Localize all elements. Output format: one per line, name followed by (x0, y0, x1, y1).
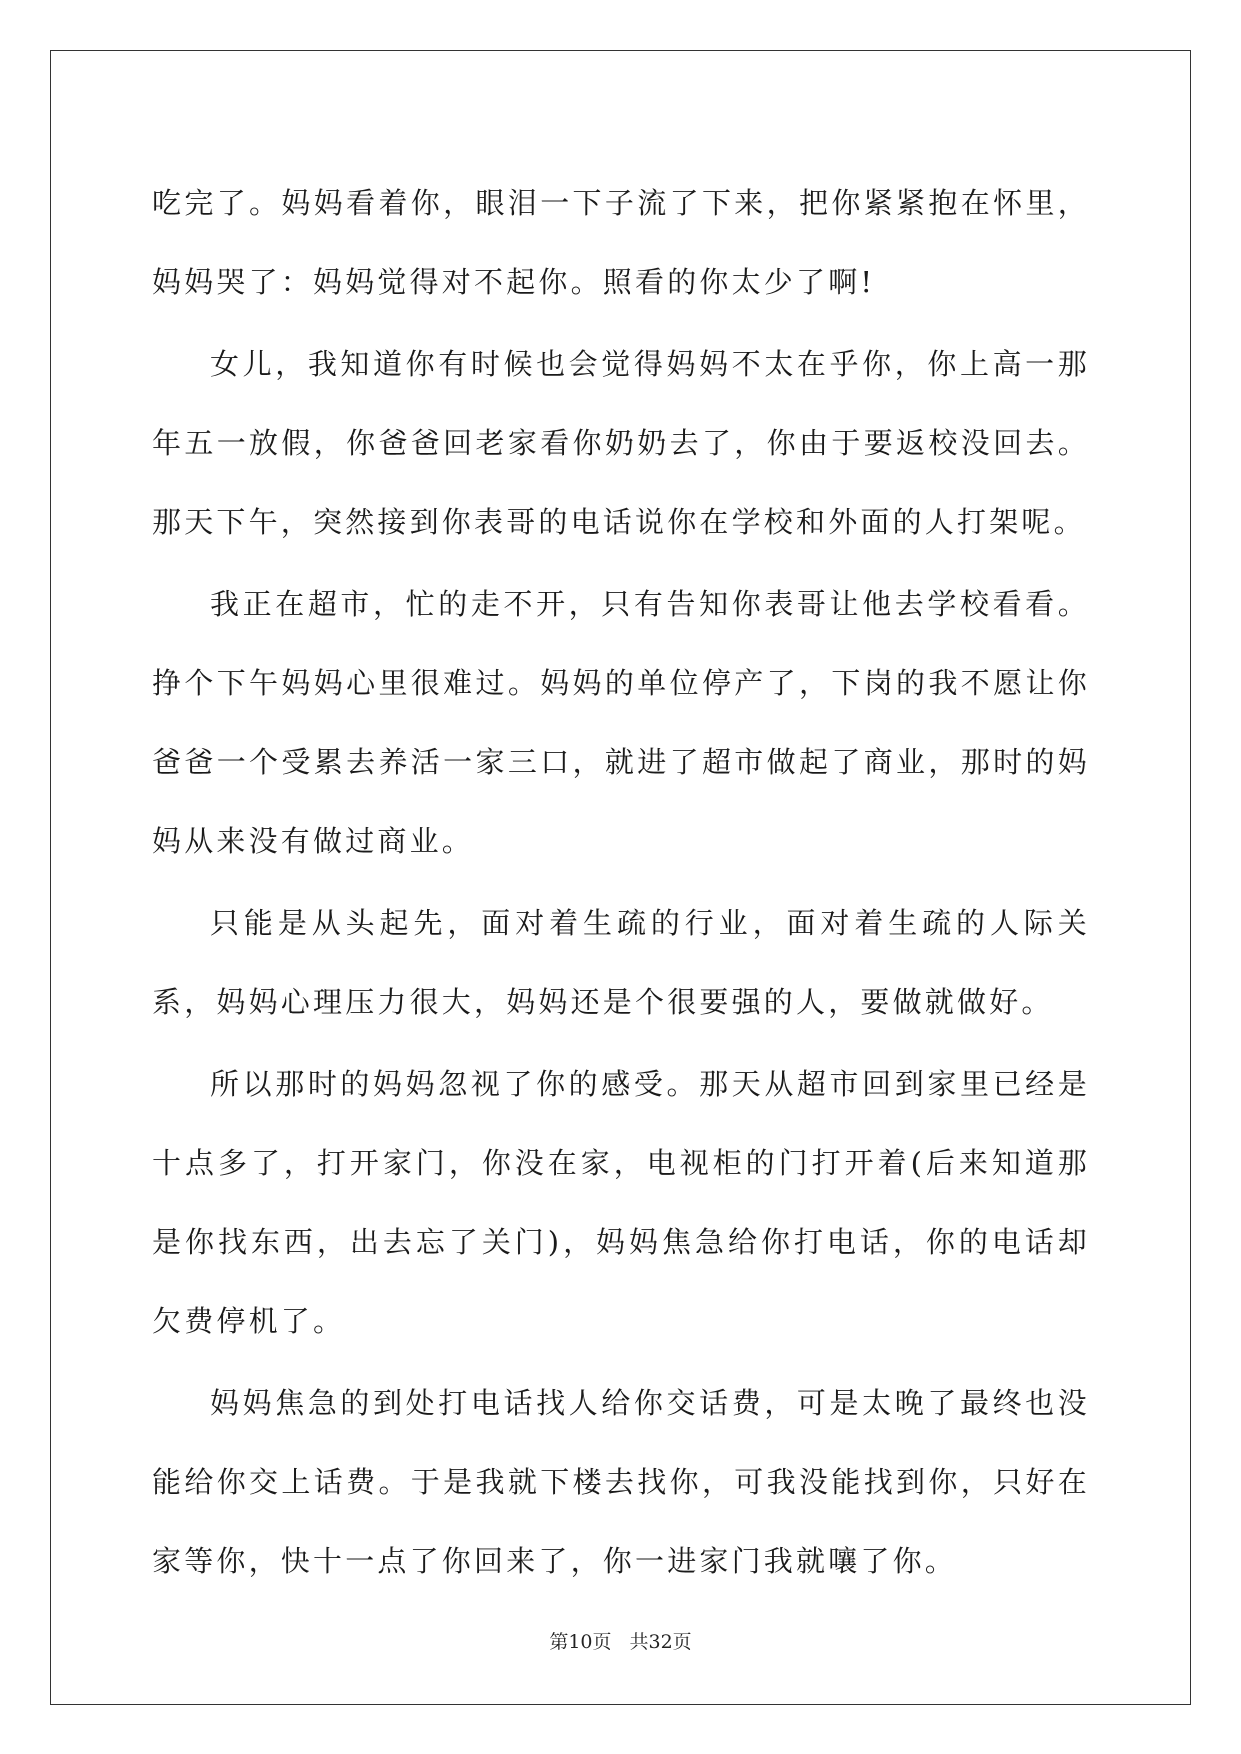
paragraph-continuation: 吃完了。妈妈看着你，眼泪一下子流了下来，把你紧紧抱在怀里，妈妈哭了：妈妈觉得对不起你。照看的你太少了啊! (152, 186, 1090, 299)
paragraph: 妈妈焦急的到处打电话找人给你交话费，可是太晚了最终也没能给你交上话费。于是我就下楼去找你，可我没能找到你，只好在家等你，快十一点了你回来了，你一进家门我就嚷了你。 (152, 1386, 1090, 1578)
paragraph: 我正在超市，忙的走不开，只有告知你表哥让他去学校看看。挣个下午妈妈心里很难过。妈妈的单位停产了，下岗的我不愿让你爸爸一个受累去养活一家三口，就进了超市做起了商业，那时的妈妈从来没有做过商业。 (152, 587, 1090, 858)
page-number: 第10页 (549, 1631, 612, 1653)
paragraph: 只能是从头起先，面对着生疏的行业，面对着生疏的人际关系，妈妈心理压力很大，妈妈还是个很要强的人，要做就做好。 (152, 906, 1090, 1019)
document-body (152, 164, 1090, 1604)
paragraph: 所以那时的妈妈忽视了你的感受。那天从超市回到家里已经是十点多了，打开家门，你没在家，电视柜的门打开着(后来知道那是你找东西，出去忘了关门)，妈妈焦急给你打电话，你的电话却欠费停机了。 (152, 1067, 1090, 1338)
page-total: 共32页 (629, 1631, 692, 1653)
paragraph: 女儿，我知道你有时候也会觉得妈妈不太在乎你，你上高一那年五一放假，你爸爸回老家看你奶奶去了，你由于要返校没回去。那天下午，突然接到你表哥的电话说你在学校和外面的人打架呢。 (152, 347, 1090, 539)
page-footer (0, 1627, 1241, 1654)
